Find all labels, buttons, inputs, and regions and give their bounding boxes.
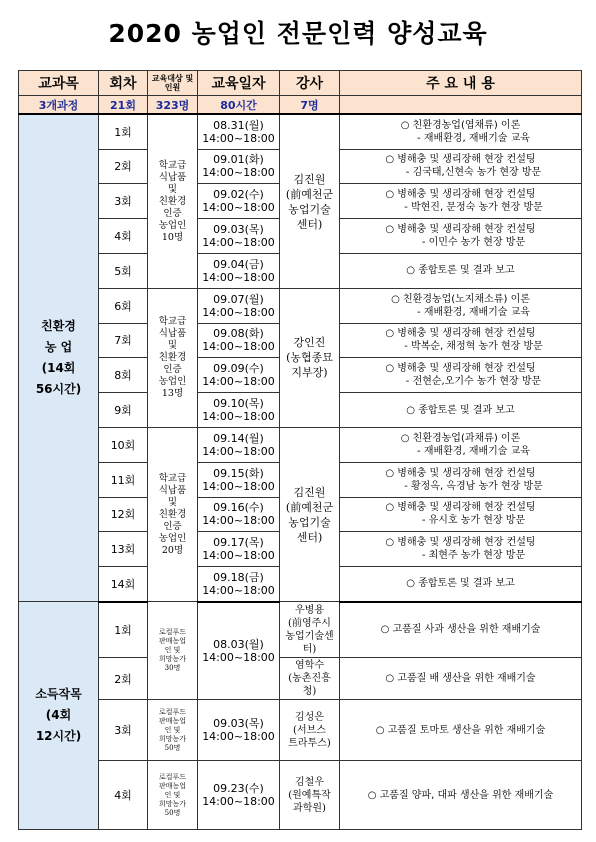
instructor: 김성은 (서브스 트라투스) xyxy=(280,700,340,761)
session-number: 10회 xyxy=(99,427,148,462)
session-date: 09.02(수) 14:00~18:00 xyxy=(198,184,280,219)
eco-farming-section xyxy=(19,114,582,601)
session-date: 09.14(월) 14:00~18:00 xyxy=(198,427,280,462)
session-number: 6회 xyxy=(99,288,148,323)
content-detail: - 재배환경, 재배기술 교육 xyxy=(417,306,530,318)
content-topic: ○ 병해충 및 생리장해 현장 컨설팅 xyxy=(385,363,536,375)
session-date: 09.01(화) 14:00~18:00 xyxy=(198,149,280,184)
content-topic: ○ 병해충 및 생리장해 현장 컨설팅 xyxy=(385,467,536,479)
category-eco-farming xyxy=(19,114,99,601)
session-number: 3회 xyxy=(99,700,148,761)
content-topic: ○ 병해충 및 생리장해 현장 컨설팅 xyxy=(385,189,536,201)
table-row xyxy=(19,761,582,830)
session-date: 09.17(목) 14:00~18:00 xyxy=(198,532,280,567)
session-content: ○ 고품질 양파, 대파 생산을 위한 재배기술 xyxy=(340,761,582,830)
session-number: 4회 xyxy=(99,219,148,254)
content-topic: ○ 친환경농업(노지채소류) 이론 xyxy=(391,293,530,305)
target-audience: 로컬푸드 판매농업 인 및 희망농가 30명 xyxy=(148,602,198,700)
income-crops-section xyxy=(19,602,582,830)
session-content xyxy=(340,567,582,602)
session-content xyxy=(340,253,582,288)
content-topic: ○ 친환경농업(과채류) 이론 xyxy=(400,432,521,444)
session-content xyxy=(340,358,582,393)
session-content xyxy=(340,288,582,323)
session-content xyxy=(340,184,582,219)
content-topic: ○ 병해충 및 생리장해 현장 컨설팅 xyxy=(385,224,536,236)
session-content xyxy=(340,497,582,532)
session-number: 8회 xyxy=(99,358,148,393)
session-date: 09.07(월) 14:00~18:00 xyxy=(198,288,280,323)
session-content xyxy=(340,149,582,184)
content-detail: - 이민수 농가 현장 방문 xyxy=(421,237,526,249)
content-detail: - 재배환경, 재배기술 교육 xyxy=(417,445,530,457)
content-topic: ○ 병해충 및 생리장해 현장 컨설팅 xyxy=(385,502,536,514)
session-number: 11회 xyxy=(99,462,148,497)
content-detail: - 최현주 농가 현장 방문 xyxy=(421,550,526,562)
session-date: 08.31(월) 14:00~18:00 xyxy=(198,114,280,149)
schedule-table xyxy=(18,70,582,830)
session-number: 7회 xyxy=(99,323,148,358)
summary-date: 80시간 xyxy=(198,96,280,114)
session-number: 1회 xyxy=(99,114,148,149)
session-date: 09.10(목) 14:00~18:00 xyxy=(198,393,280,428)
summary-content xyxy=(340,96,582,114)
instructor: 김진원 (前예천군 농업기술 센터) xyxy=(280,427,340,601)
content-detail: - 김국태,신현숙 농가 현장 방문 xyxy=(405,167,542,179)
target-audience: 학교급 식납품 및 친환경 인증 농업인 13명 xyxy=(148,288,198,427)
category-name: 친환경 농 업 xyxy=(41,319,76,355)
category-hours: (4회 12시간) xyxy=(35,708,82,744)
summary-row xyxy=(19,96,582,114)
header-content: 주 요 내 용 xyxy=(340,71,582,96)
session-date: 09.15(화) 14:00~18:00 xyxy=(198,462,280,497)
session-content: ○ 고품질 배 생산을 위한 재배기술 xyxy=(340,658,582,700)
table-row xyxy=(19,658,582,700)
content-detail: - 재배환경, 재배기술 교육 xyxy=(417,132,530,144)
session-number: 5회 xyxy=(99,253,148,288)
content-detail: - 박현진, 문정숙 농가 현장 방문 xyxy=(404,202,543,214)
target-audience: 로컬푸드 판매농업 인 및 희망농가 50명 xyxy=(148,700,198,761)
category-hours: (14회 56시간) xyxy=(35,361,82,397)
summary-instructor: 7명 xyxy=(280,96,340,114)
category-income-crops xyxy=(19,602,99,830)
session-date: 09.04(금) 14:00~18:00 xyxy=(198,253,280,288)
content-detail: - 박복순, 채정혁 농가 현장 방문 xyxy=(404,341,543,353)
session-date: 09.18(금) 14:00~18:00 xyxy=(198,567,280,602)
page-title: 2020 농업인 전문인력 양성교육 xyxy=(108,19,488,48)
session-date: 09.08(화) 14:00~18:00 xyxy=(198,323,280,358)
session-date: 09.16(수) 14:00~18:00 xyxy=(198,497,280,532)
session-number: 4회 xyxy=(99,761,148,830)
summary-session: 21회 xyxy=(99,96,148,114)
session-number: 3회 xyxy=(99,184,148,219)
instructor: 김진원 (前예천군 농업기술 센터) xyxy=(280,114,340,288)
session-content xyxy=(340,427,582,462)
session-content xyxy=(340,114,582,149)
session-number: 9회 xyxy=(99,393,148,428)
session-number: 12회 xyxy=(99,497,148,532)
session-date: 09.03(목) 14:00~18:00 xyxy=(198,219,280,254)
header-row xyxy=(19,71,582,96)
content-detail: - 전현순,오기수 농가 현장 방문 xyxy=(405,376,542,388)
table-row xyxy=(19,700,582,761)
session-date: 09.09(수) 14:00~18:00 xyxy=(198,358,280,393)
content-topic: ○ 병해충 및 생리장해 현장 컨설팅 xyxy=(385,154,536,166)
instructor: 김철우 (원예특작 과학원) xyxy=(280,761,340,830)
header-target: 교육대상 및 인원 xyxy=(148,71,198,96)
table-row xyxy=(19,114,582,149)
header-instructor: 강사 xyxy=(280,71,340,96)
session-content xyxy=(340,532,582,567)
content-topic: ○ 병해충 및 생리장해 현장 컨설팅 xyxy=(385,537,536,549)
content-detail: - 황정옥, 옥경남 농가 현장 방문 xyxy=(404,480,543,492)
session-content xyxy=(340,462,582,497)
session-date: 09.23(수) 14:00~18:00 xyxy=(198,761,280,830)
session-number: 1회 xyxy=(99,602,148,658)
content-topic: ○ 병해충 및 생리장해 현장 컨설팅 xyxy=(385,328,536,340)
target-audience: 학교급 식납품 및 친환경 인증 농업인 20명 xyxy=(148,427,198,601)
session-content: ○ 고품질 토마토 생산을 위한 재배기술 xyxy=(340,700,582,761)
session-number: 2회 xyxy=(99,658,148,700)
session-content xyxy=(340,219,582,254)
summary-target: 323명 xyxy=(148,96,198,114)
session-date: 09.03(목) 14:00~18:00 xyxy=(198,700,280,761)
content-topic: ○ 종합토론 및 결과 보고 xyxy=(406,578,515,590)
target-audience: 학교급 식납품 및 친환경 인증 농업인 10명 xyxy=(148,114,198,288)
instructor: 우병용 (前영주시 농업기술센 터) xyxy=(280,602,340,658)
content-topic: ○ 종합토론 및 결과 보고 xyxy=(406,404,515,416)
session-content xyxy=(340,323,582,358)
content-detail: - 유시호 농가 현장 방문 xyxy=(421,515,526,527)
content-topic: ○ 친환경농업(엽채류) 이론 xyxy=(400,119,521,131)
session-content: ○ 고품질 사과 생산을 위한 재배기술 xyxy=(340,602,582,658)
target-audience: 로컬푸드 판매농업 인 및 희망농가 50명 xyxy=(148,761,198,830)
header-subject: 교과목 xyxy=(19,71,99,96)
session-number: 2회 xyxy=(99,149,148,184)
session-number: 13회 xyxy=(99,532,148,567)
instructor: 염학수 (농촌진흥청) xyxy=(280,658,340,700)
table-row xyxy=(19,288,582,323)
header-date: 교육일자 xyxy=(198,71,280,96)
session-date: 08.03(월) 14:00~18:00 xyxy=(198,602,280,700)
instructor: 강인진 (농협종묘 지부장) xyxy=(280,288,340,427)
table-row xyxy=(19,602,582,658)
session-number: 14회 xyxy=(99,567,148,602)
header-session: 회차 xyxy=(99,71,148,96)
category-name: 소득작목 xyxy=(35,687,82,702)
table-row xyxy=(19,427,582,462)
content-topic: ○ 종합토론 및 결과 보고 xyxy=(406,265,515,277)
summary-subject: 3개과정 xyxy=(19,96,99,114)
session-content xyxy=(340,393,582,428)
